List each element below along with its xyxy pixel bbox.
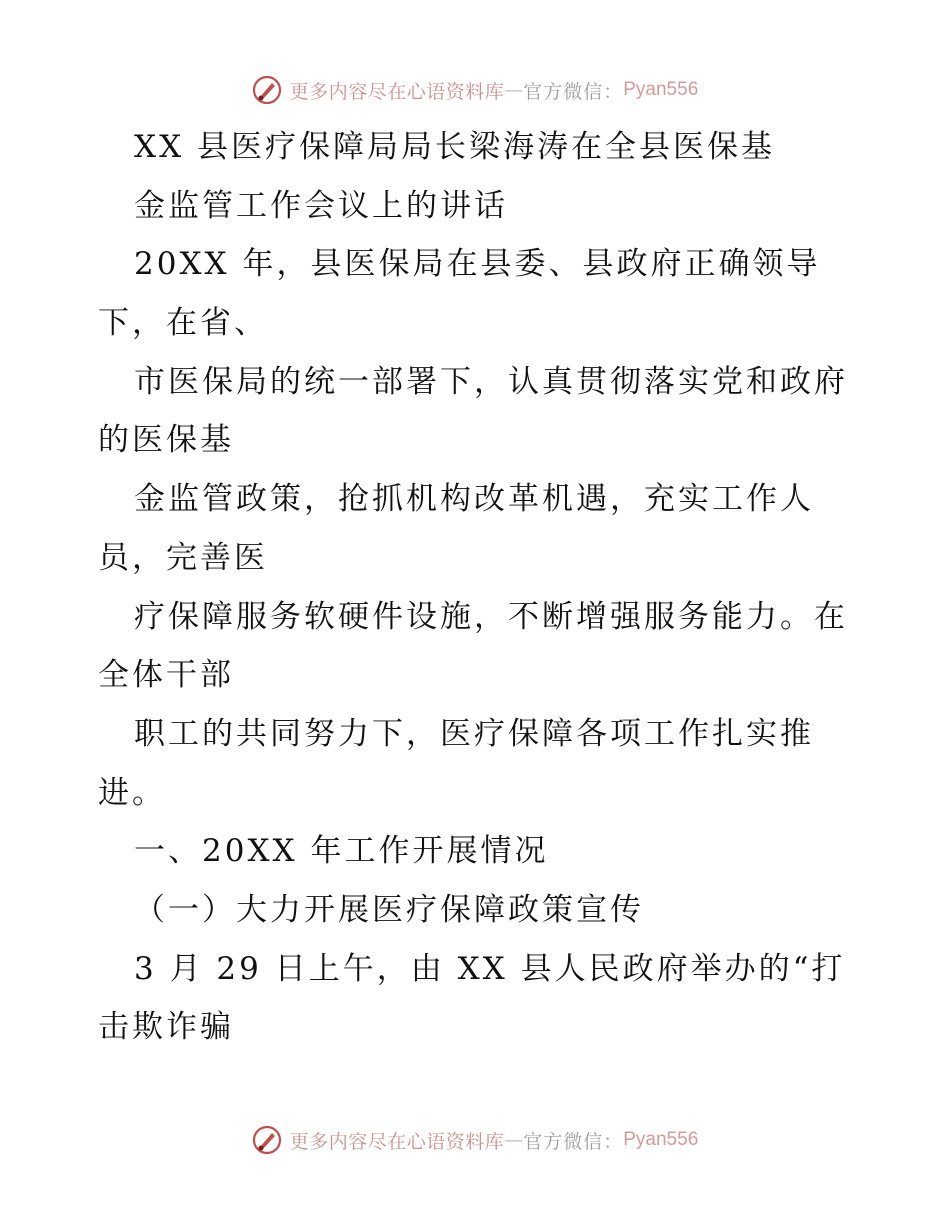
paragraph-line: 3 月 29 日上午，由 XX 县人民政府举办的“打: [134, 950, 846, 987]
logo-icon: [252, 1125, 282, 1155]
paragraph-line: 击欺诈骗: [98, 1009, 234, 1046]
header-banner: [0, 70, 950, 110]
title-line-1: XX 县医疗保障局局长梁海涛在全县医保基: [134, 129, 775, 165]
paragraph-line: 金监管政策，抢抓机构改革机遇，充实工作人: [134, 481, 814, 518]
paragraph-line: 全体干部: [98, 657, 234, 694]
section-heading: 一、20XX 年工作开展情况: [134, 833, 549, 870]
banner-separator: —: [504, 79, 524, 101]
paragraph-line: 员，完善医: [98, 539, 268, 576]
banner-text: 更多内容尽在心语资料库: [289, 1130, 505, 1153]
banner-text: 更多内容尽在心语资料库: [289, 80, 505, 103]
document-body: [98, 118, 858, 1057]
paragraph-line: 进。: [98, 774, 166, 811]
paragraph-line: 下，在省、: [98, 305, 268, 342]
footer-banner: [0, 1120, 950, 1160]
paragraph-line: 的医保基: [98, 422, 234, 459]
banner-separator: —: [504, 1129, 524, 1151]
paragraph-line: 疗保障服务软硬件设施，不断增强服务能力。在: [134, 598, 848, 635]
logo-icon: [252, 75, 282, 105]
banner-wechat-id: Pyan556: [623, 1129, 699, 1150]
paragraph-line: 市医保局的统一部署下，认真贯彻落实党和政府: [134, 363, 848, 400]
banner-wechat-label: 官方微信：: [523, 80, 624, 103]
banner-wechat-id: Pyan556: [623, 79, 699, 100]
paragraph-line: 职工的共同努力下，医疗保障各项工作扎实推: [134, 715, 814, 752]
subsection-heading: （一）大力开展医疗保障政策宣传: [134, 891, 644, 928]
title-line-2: 金监管工作会议上的讲话: [134, 187, 508, 224]
paragraph-line: 20XX 年，县医保局在县委、县政府正确领导: [134, 246, 821, 283]
banner-wechat-label: 官方微信：: [523, 1130, 624, 1153]
